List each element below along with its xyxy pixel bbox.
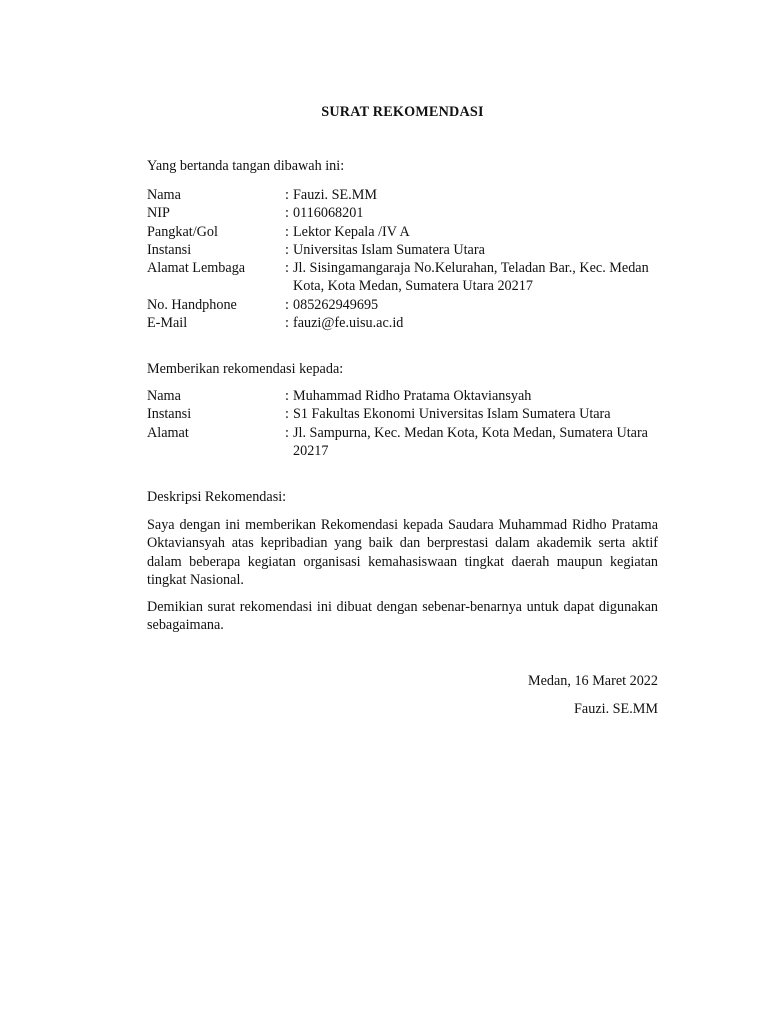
signer-intro: Yang bertanda tangan dibawah ini: [147, 158, 345, 174]
field-value: 085262949695 [293, 296, 379, 313]
closing-paragraph: Demikian surat rekomendasi ini dibuat dengan sebenar-benarnya untuk dapat digunakan sebagaimana. [147, 599, 658, 634]
signer-row-alamat: Alamat Lembaga : Jl. Sisingamangaraja No.Kelurahan, Teladan Bar., Kec. Medan Kota, Kota Medan, Sumatera Utara 20217 [147, 259, 658, 296]
signer-row-nama: Nama : Fauzi. SE.MM [147, 186, 658, 204]
field-label: No. Handphone [147, 296, 237, 313]
signer-row-pangkat: Pangkat/Gol : Lektor Kepala /IV A [147, 223, 658, 241]
letter-title: SURAT REKOMENDASI [321, 104, 484, 120]
field-value: Fauzi. SE.MM [293, 187, 377, 203]
field-label: E-Mail [147, 315, 188, 332]
field-label: Instansi [147, 241, 192, 258]
field-label: Nama [147, 388, 181, 404]
signature-name: Fauzi. SE.MM [574, 701, 658, 717]
place-date: Medan, 16 Maret 2022 [527, 673, 658, 689]
field-label: Alamat Lembaga [147, 260, 246, 277]
field-value: Lektor Kepala /IV A [293, 223, 410, 240]
field-value: S1 Fakultas Ekonomi Universitas Islam Sumatera Utara [293, 406, 611, 423]
field-label: Instansi [147, 406, 192, 423]
signer-row-email: E-Mail : fauzi@fe.uisu.ac.id [147, 314, 658, 332]
signer-row-handphone: No. Handphone : 085262949695 [147, 296, 658, 314]
recipient-intro: Memberikan rekomendasi kepada: [147, 361, 344, 377]
recipient-details [147, 387, 658, 460]
field-label: Pangkat/Gol [147, 223, 218, 240]
recipient-row-nama: Nama : Muhammad Ridho Pratama Oktaviansyah [147, 387, 658, 405]
letter-page [147, 0, 658, 1024]
recipient-row-alamat: Alamat : Jl. Sampurna, Kec. Medan Kota, Kota Medan, Sumatera Utara 20217 [147, 424, 658, 461]
field-value: fauzi@fe.uisu.ac.id [293, 315, 404, 332]
field-label: NIP [147, 205, 170, 222]
field-value: 0116068201 [293, 205, 364, 222]
signer-details [147, 186, 658, 332]
recipient-row-instansi: Instansi : S1 Fakultas Ekonomi Universitas Islam Sumatera Utara [147, 405, 658, 423]
field-value: Jl. Sampurna, Kec. Medan Kota, Kota Medan, Sumatera Utara 20217 [293, 424, 648, 459]
field-label: Nama [147, 187, 181, 203]
description-body: Saya dengan ini memberikan Rekomendasi kepada Saudara Muhammad Ridho Pratama Oktaviansyah atas kepribadian yang baik dan berprestasi dalam akademik serta aktif dalam beberapa kegiatan organisasi kemahasiswaan tingkat daerah maupun kegiatan tingkat Nasional. [147, 517, 658, 589]
field-label: Alamat [147, 424, 189, 441]
field-value: Muhammad Ridho Pratama Oktaviansyah [293, 388, 532, 404]
signer-row-nip: NIP : 0116068201 [147, 204, 658, 222]
field-value: Jl. Sisingamangaraja No.Kelurahan, Teladan Bar., Kec. Medan Kota, Kota Medan, Sumatera Utara 20217 [293, 260, 649, 295]
description-heading: Deskripsi Rekomendasi: [147, 489, 287, 505]
field-value: Universitas Islam Sumatera Utara [293, 241, 485, 258]
signer-row-instansi: Instansi : Universitas Islam Sumatera Utara [147, 241, 658, 259]
